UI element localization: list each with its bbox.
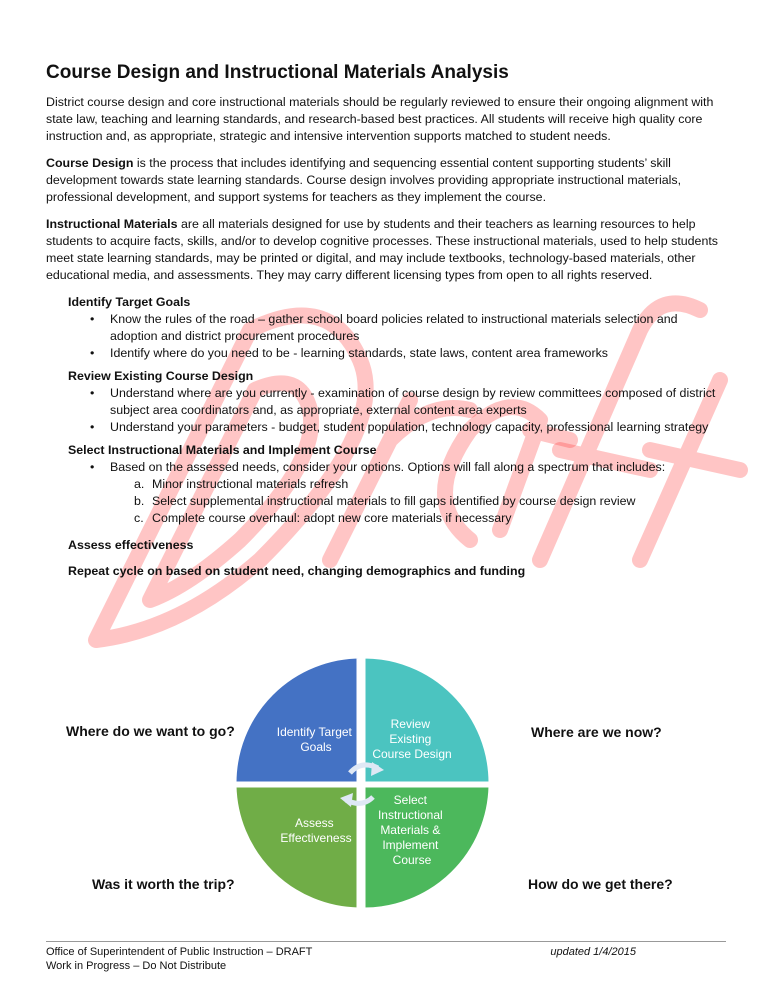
footer-updated: updated 1/4/2015 xyxy=(550,946,636,958)
option-text: Minor instructional materials refresh xyxy=(152,477,349,491)
page-title: Course Design and Instructional Materials Analysis xyxy=(46,62,509,83)
instructional-materials-term: Instructional Materials xyxy=(46,217,178,231)
page-footer xyxy=(46,941,726,973)
list-item: • Identify where do you need to be - learning standards, state laws, content area frameworks xyxy=(110,345,726,362)
option-marker: b. xyxy=(134,494,145,508)
identify-heading: Identify Target Goals xyxy=(68,295,191,309)
course-design-text: is the process that includes identifying and sequencing essential content supporting students’ skill development towards state learning standards. Course design involves providing appropriate instructional materials, professional development, and support systems for teachers as they implement the course. xyxy=(46,156,682,204)
assess-heading: Assess effectiveness xyxy=(68,538,194,552)
list-item: • Understand where are you currently - examination of course design by review committees composed of district subject area coordinators and, as appropriate, external content area experts xyxy=(110,385,726,419)
repeat-heading: Repeat cycle on based on student need, changing demographics and funding xyxy=(68,564,526,578)
question-where-now: Where are we now? xyxy=(531,724,662,740)
instructional-materials-text: are all materials designed for use by students and their teachers as learning resources to help students to acquire facts, skills, and/or to develop cognitive processes. These instructional materials, used to help students meet state learning standards, may be printed or digital, and may include textbooks, technology-based materials, other educational media, and assessments. They may carry different licensing types from open to all rights reserved. xyxy=(46,217,718,282)
footer-line-2: Work in Progress – Do Not Distribute xyxy=(46,960,227,972)
select-heading: Select Instructional Materials and Implement Course xyxy=(68,443,377,457)
review-heading: Review Existing Course Design xyxy=(68,369,254,383)
list-item: • Understand your parameters - budget, student population, technology capacity, professional learning strategy xyxy=(110,419,726,436)
list-item: • Based on the assessed needs, consider your options. Options will fall along a spectrum that includes: xyxy=(110,459,726,476)
option-marker: c. xyxy=(134,511,144,525)
quadrant-label-identify: Identify Target Goals xyxy=(276,725,352,754)
quadrant-label-select: Select Instructional Materials & Implement Course xyxy=(377,793,443,867)
question-where-go: Where do we want to go? xyxy=(66,723,235,739)
option-marker: a. xyxy=(134,477,145,491)
course-design-term: Course Design xyxy=(46,156,134,170)
quadrant-label-assess: Assess Effectiveness xyxy=(280,816,352,845)
option-text: Select supplemental instructional materials to fill gaps identified by course design review xyxy=(152,494,636,508)
question-get-there: How do we get there? xyxy=(528,876,673,892)
option-text: Complete course overhaul: adopt new core materials if necessary xyxy=(152,511,512,525)
quadrant-assess xyxy=(235,786,358,909)
intro-paragraph: District course design and core instructional materials should be regularly reviewed to ensure their ongoing alignment with state law, teaching and learning standards, and research-based best practices. All students will receive high quality core instruction and, as appropriate, strategic and intensive intervention supports matched to student needs. xyxy=(46,95,714,143)
question-worth-trip: Was it worth the trip? xyxy=(92,876,235,892)
quadrant-label-review: Review Existing Course Design xyxy=(372,717,452,761)
quadrant-identify xyxy=(235,657,361,783)
footer-line-1: Office of Superintendent of Public Instruction – DRAFT xyxy=(46,946,313,958)
list-item: • Know the rules of the road – gather school board policies related to instructional materials selection and adoption and district procurement procedures xyxy=(110,311,726,345)
